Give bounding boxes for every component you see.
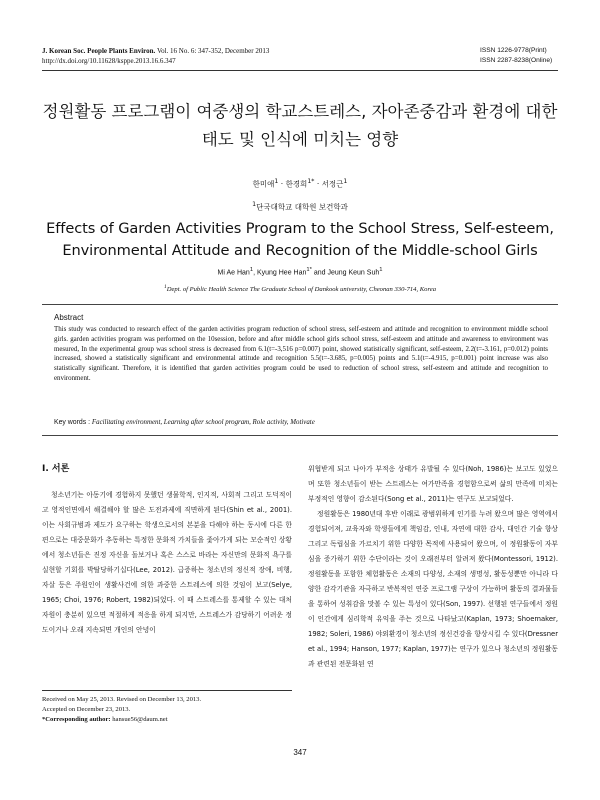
abstract-heading: Abstract: [54, 313, 84, 322]
abstract-body: This study was conducted to research effect of the garden activities program reduction of school stress, self-esteem and attitude and recognition to environment middle school girls. garden activities program was performed on the 10session, before and after middle school girls school stress, self-esteem and attitude and awareness to environment was mesured, In the experimental group was school stress is decreased from 6.1(t=-3,516 p=0.007) point, showed statistically significant, self-esteem, 2.2(t=-3.161, p=0.012) points increased, showed a statistically significant and environmental attitude and recognition 5.5(t=-3.685, p=0.005) points and 5.1(t=-4.915, p=0.001) point increase was also statistically significant. Therefore, it is identified that garden activities program could be used to reduction of school stress, self-esteem and attitude and recognition to environment.: [54, 326, 548, 382]
korean-author-3-mark: 1: [343, 178, 348, 185]
author-separator: ·: [316, 179, 320, 189]
english-author-2-mark: 1*: [306, 267, 312, 273]
keywords-text: Facilitating environment, Learning after school program, Role activity, Motivate: [91, 419, 315, 426]
english-author-2: , Kyung Hee Han: [253, 269, 307, 277]
korean-author-list: [100, 176, 500, 213]
header-divider: [42, 70, 558, 71]
volume-info: Vol. 16 No. 6: 347-352, December 2013: [156, 47, 270, 55]
english-author-1: Mi Ae Han: [217, 269, 250, 277]
author-separator: ·: [280, 179, 284, 189]
korean-affiliation-mark: 1: [252, 200, 257, 208]
english-affiliation: [30, 282, 570, 295]
footnote-divider: [42, 690, 292, 691]
page-number: 347: [293, 748, 307, 757]
korean-author-2: 한경희: [285, 179, 308, 189]
english-affiliation-text: Dept. of Public Health Science The Graduate School of Dankook university, Cheonan 330-714, Korea: [166, 286, 437, 294]
english-title-line2: Environmental Attitude and Recognition of the Middle-school Girls: [62, 242, 538, 259]
english-affiliation-mark: 1: [163, 284, 167, 290]
korean-author-2-mark: 1*: [307, 178, 315, 185]
korean-title: [30, 98, 570, 154]
abstract-box: [42, 304, 558, 436]
english-author-1-mark: 1: [249, 267, 254, 273]
body-paragraph: 위협받게 되고 나아가 부적응 상태가 유발될 수 있다(Noh, 1986)는 보고도 있었으며 또한 청소년들이 받는 스트레스는 여가만족을 경험함으로써 삶의 만족에 미치는 부정적인 영향이 감소된다(Song et al., 2011)는 연구도 보고되었다.: [308, 465, 558, 503]
korean-author-1: 한미애: [252, 179, 275, 189]
korean-affiliation-text: 단국대학교 대학원 보건학과: [256, 202, 348, 211]
korean-affiliation: [100, 199, 500, 214]
korean-title-line1: 정원활동 프로그램이 여중생의 학교스트레스, 자아존중감과 환경에 대한: [42, 102, 558, 121]
received-date: Received on May 25, 2013. Revised on December 13, 2013.: [42, 696, 202, 703]
keywords-label: Key words :: [54, 419, 92, 426]
english-author-list: [60, 265, 540, 278]
journal-name: J. Korean Soc. People Plants Environ.: [42, 47, 156, 55]
korean-author-1-mark: 1: [274, 178, 279, 185]
section-heading-introduction: Ⅰ. 서론: [42, 464, 70, 474]
doi-link[interactable]: http://dx.doi.org/10.11628/ksppe.2013.16.6.347: [42, 57, 176, 65]
korean-author-3: 서정근: [321, 179, 344, 189]
body-paragraph: 정원활동은 1980년대 후반 이래로 광범위하게 인기를 누려 왔으며 많은 영역에서 경험되어져, 교육자와 학생들에게 책임감, 인내, 자연에 대한 감사, 대인간 기술 향상 그리고 독립심을 가르치기 위한 다양한 목적에 사용되어 왔으며, 이 정원활동이 자부심을 증가하기 위한 수단이라는 것이 오래전부터 알려져 왔다(Montessori, 1912). 정원활동을 포함한 체험활동은 소재의 다양성, 소재의 생명성, 활동성뿐만 아니라 다양한 감각기관을 자극하고 반복적인 연중 프로그램 구상이 가능하며 활동의 결과물들을 통하여 성취감을 맛볼 수 있는 특성이 있다(Son, 1997). 선행된 연구들에서 정원이 인간에게 심리학적 유익을 주는 것으로 나타났고(Kaplan, 1973; Shoemaker, 1982; Soleri, 1986) 야외환경이 청소년의 정신건강을 향상시킬 수 있다(Dressner et al., 1994; Hanson, 1977; Kaplan, 1977)는 연구가 있으나 청소년의 정원활동과 관련된 전문화된 연: [308, 510, 558, 668]
journal-citation-block: [42, 46, 269, 66]
corresponding-email[interactable]: hansue56@daum.net: [112, 716, 168, 723]
english-author-3-mark: 1: [379, 267, 383, 273]
body-paragraph: 청소년기는 아동기에 경험하지 못했던 생물학적, 인지적, 사회적 그리고 도덕적이고 영적인면에서 해결해야 할 많은 도전과제에 직면하게 된다(Shin et al., 2001). 이는 사회규범과 제도가 요구하는 학생으로서의 본분을 다해야 하는 동시에 다른 한편으로는 대중문화가 추동하는 특정한 문화적 가치들을 좇아가게 되는 모순적인 상황에서 청소년들은 진정 자신을 돌보거나 혹은 스스로 바라는 자신만의 문화적 욕구를 실현할 기회를 박탈당하기십다(Lee, 2012). 급증하는 청소년의 정신적 장애, 비행, 자살 등은 주원인이 생활사건에 의한 과중한 스트레스에 의한 것임이 보고(Selye, 1965; Choi, 1976; Robert, 1982)되었다. 이 때 스트레스를 통제할 수 있는 대처자원이 충분히 있으면 적절하게 적응을 하게 되지만, 스트레스가 감당하기 어려운 정도이거나 오래 지속되면 개인의 안녕이: [42, 491, 292, 634]
keywords-line: [54, 418, 548, 428]
issn-block: [480, 46, 552, 66]
korean-title-line2: 태도 및 인식에 미치는 영향: [201, 130, 399, 149]
body-column-right: [308, 462, 558, 672]
english-author-3: and Jeung Keun Suh: [311, 269, 380, 277]
corresponding-label: *Corresponding author:: [42, 716, 113, 723]
footnote-block: [42, 695, 292, 725]
body-column-left: [42, 462, 292, 638]
corresponding-author: [42, 715, 292, 725]
issn-print: ISSN 1226-9778(Print): [480, 47, 547, 54]
issn-online: ISSN 2287-8238(Online): [480, 57, 553, 64]
accepted-date: Accepted on December 23, 2013.: [42, 706, 131, 713]
english-title: [30, 218, 570, 262]
english-title-line1: Effects of Garden Activities Program to the School Stress, Self-esteem,: [46, 220, 554, 237]
